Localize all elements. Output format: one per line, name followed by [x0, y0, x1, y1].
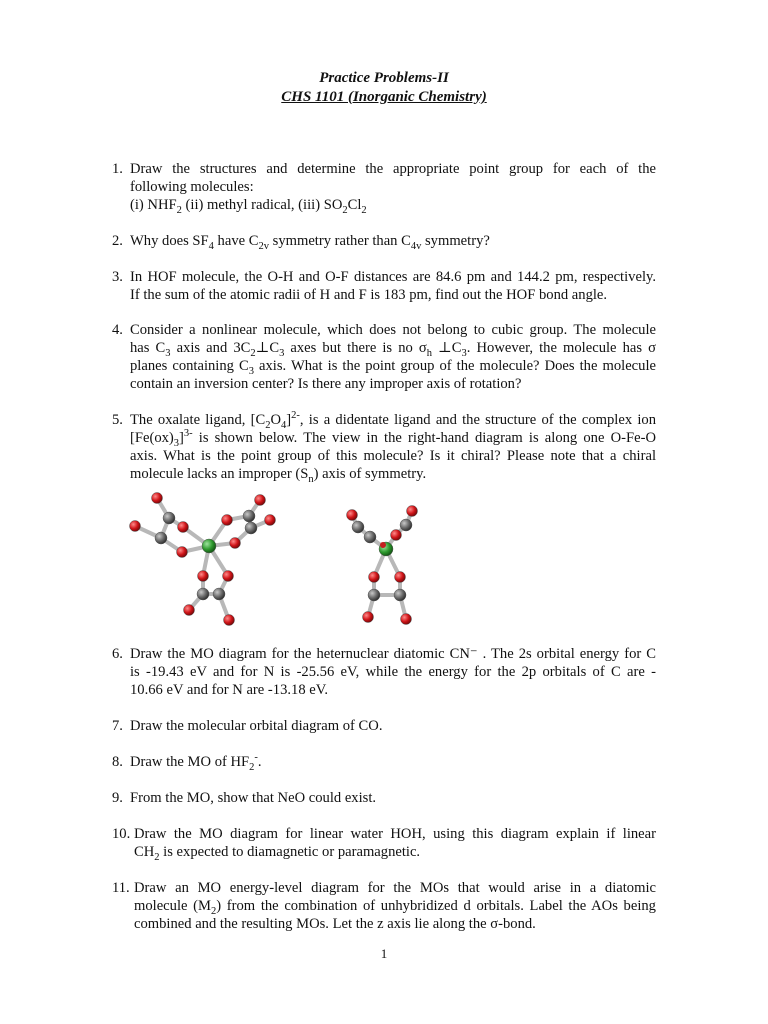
- question-number: 3.: [112, 269, 123, 285]
- question-text: molecule lacks an improper $(S_n)$ axis of symmetry.: [130, 465, 427, 485]
- question-8: [112, 754, 656, 772]
- question-text: contain an inversion center? Is there any improper axis of rotation?: [130, 375, 522, 392]
- page-number: 1: [380, 946, 388, 961]
- question-text: planes containing $C_3$ axis. What is the point group of the molecule? Does the molecule: [130, 357, 656, 377]
- course-title: CHS 1101 (Inorganic Chemistry): [281, 89, 487, 105]
- question-number: 9.: [112, 790, 123, 806]
- question-number: 2.: [112, 233, 123, 249]
- question-text: Draw the molecular orbital diagram of CO.: [130, 718, 383, 734]
- question-number: 6.: [112, 646, 123, 662]
- question-number: 1.: [112, 161, 123, 177]
- question-text: following molecules:: [130, 178, 254, 195]
- question-10: [112, 826, 656, 862]
- question-number: 4.: [112, 322, 123, 338]
- question-4: [112, 322, 656, 394]
- question-text: Consider a nonlinear molecule, which does not belong to cubic group. The molecule: [130, 322, 656, 338]
- question-text: If the sum of the atomic radii of H and F is 183 pm, find out the HOF bond angle.: [130, 286, 608, 303]
- complex-ion-side-view: [125, 486, 300, 634]
- question-9: [112, 790, 656, 808]
- page-title: Practice Problems-II: [319, 70, 449, 86]
- question-text: axis. What is the point group of this molecule? Is it chiral? Please note that a chiral: [130, 447, 656, 464]
- question-text: From the MO, show that NeO could exist.: [130, 790, 377, 806]
- question-number: 11.: [112, 880, 130, 896]
- question-text: 10.66 eV and for N are -13.18 eV.: [130, 681, 329, 698]
- question-text: has $C_3$ axis and $3C_2\perp C_3$ axes but there is no $\sigma_h$ $\perp C_3$. However, the molecule has σ: [130, 339, 656, 359]
- question-7: [112, 718, 656, 736]
- question-text: Why does $SF_4$ have $C_{2v}$ symmetry rather than $C_{4v}$ symmetry?: [130, 233, 490, 252]
- question-number: 8.: [112, 754, 123, 770]
- question-number: 5.: [112, 412, 123, 428]
- question-1: [112, 161, 656, 215]
- question-text: $[Fe(ox)_3]^{3-}$ is shown below. The view in the right-hand diagram is along one O-Fe-O: [130, 428, 656, 449]
- question-3: [112, 269, 656, 305]
- question-5: [112, 412, 656, 484]
- question-text: The oxalate ligand, $[C_2O_4]^{2-}$, is a didentate ligand and the structure of the complex ion: [130, 410, 656, 431]
- question-text: is -19.43 eV and for N is -25.56 eV, while the energy for the 2p orbitals of C are -: [130, 663, 656, 680]
- question-text: molecule $(M_2)$ from the combination of unhybridized d orbitals. Label the AOs being: [134, 897, 656, 917]
- question-text: In HOF molecule, the O-H and O-F distances are 84.6 pm and 144.2 pm, respectively.: [130, 269, 656, 285]
- question-2: [112, 233, 656, 251]
- question-text: combined and the resulting MOs. Let the z axis lie along the σ-bond.: [134, 915, 536, 932]
- complex-ion-axial-view: [330, 497, 440, 635]
- question-number: 10.: [112, 826, 131, 842]
- question-text: $CH_2$ is expected to diamagnetic or paramagnetic.: [134, 843, 421, 863]
- question-text: Draw the MO of $HF_2^-$.: [130, 752, 262, 773]
- question-text: (i) $NHF_2$ (ii) methyl radical, (iii) $SO_2Cl_2$: [130, 196, 367, 216]
- question-text: Draw the MO diagram for the heternuclear diatomic CN⁻ . The 2s orbital energy for C: [130, 646, 656, 662]
- question-text: Draw the MO diagram for linear water HOH, using this diagram explain if linear: [134, 826, 656, 842]
- question-text: Draw the structures and determine the appropriate point group for each of the: [130, 161, 656, 177]
- question-number: 7.: [112, 718, 123, 734]
- question-11: [112, 880, 656, 934]
- question-6: [112, 646, 656, 700]
- question-text: Draw an MO energy-level diagram for the MOs that would arise in a diatomic: [134, 880, 656, 896]
